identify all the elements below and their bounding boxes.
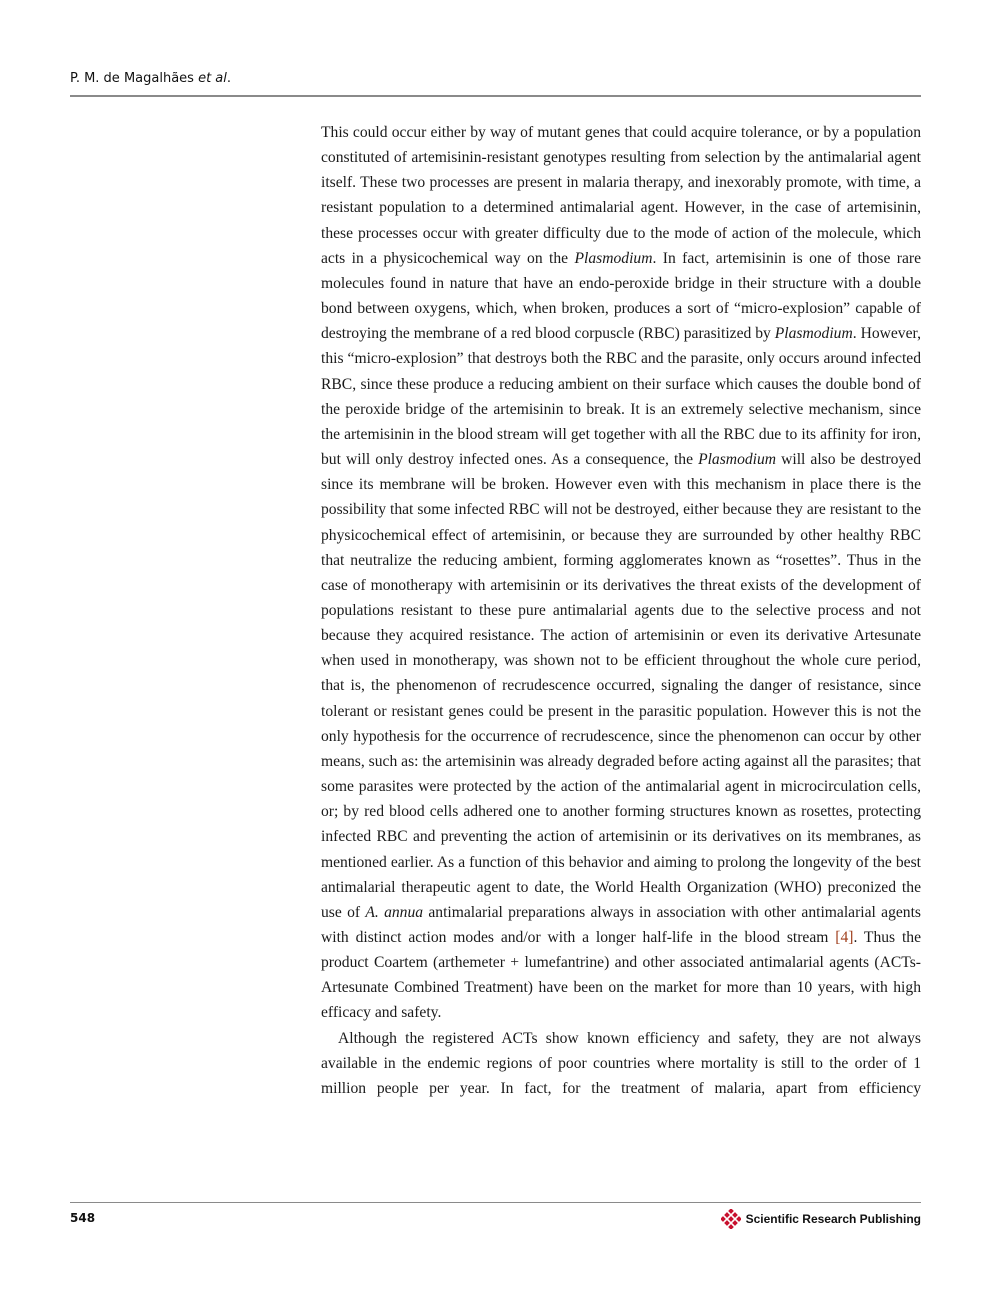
header-et-al: et al [198, 71, 227, 86]
header-period: . [226, 71, 232, 86]
footer-rule [70, 1202, 921, 1203]
publisher-name: Scientific Research Publishing [745, 1212, 921, 1226]
p1-italic-plasmodium-3: Plasmodium [698, 451, 777, 469]
p1-text-2: . In fact, artemisinin is one of those rare molecules found in nature that have an endo-peroxide bridge in their structure with a double bond between oxygens, which, when broken, produces a sort of “micro-explosion” capable of destroying the membrane of a red blood corpuscle (RBC) parasitized by [321, 249, 921, 343]
p1-italic-plasmodium-1: Plasmodium [574, 249, 653, 267]
page-number: 548 [70, 1211, 96, 1225]
publisher-logo [721, 1209, 921, 1229]
citation-link-4[interactable]: [4] [835, 929, 854, 946]
publisher-mark-icon [721, 1209, 741, 1229]
p1-text-5: antimalarial preparations always in association with other antimalarial agents with distinct action modes and/or with a longer half-life in the blood stream [321, 903, 921, 946]
paragraph-1 [321, 120, 921, 1026]
p1-text-6: . Thus the product Coartem (arthemeter + lumefantrine) and other associated antimalarial agents (ACTs-Artesunate Combined Treatment) have been on the market for more than 10 years, with high efficacy and safety. [321, 929, 922, 1022]
header-authors: P. M. de Magalhães [70, 71, 194, 86]
running-head [70, 71, 231, 86]
header-rule [70, 95, 921, 97]
p1-text-1: This could occur either by way of mutant genes that could acquire tolerance, or by a population constituted of artemisinin-resistant genotypes resulting from selection by the antimalarial agent itself. These two processes are present in malaria therapy, and inexorably promote, with time, a resistant population to a determined antimalarial agent. However, in the case of artemisinin, these processes occur with greater difficulty due to the mode of action of the molecule, which acts in a physicochemical way on the [321, 124, 921, 267]
article-body [321, 120, 921, 1101]
p1-italic-plasmodium-2: Plasmodium [774, 325, 853, 343]
p1-text-4: will also be destroyed since its membrane will be broken. However even with this mechanism in place there is the possibility that some infected RBC will not be destroyed, either because they are resistant to the physicochemical effect of artemisinin, or because they are surrounded by other healthy RBC that neutralize the reducing ambient, forming agglomerates known as “rosettes”. Thus in the case of monotherapy with artemisinin or its derivatives the threat exists of the development of populations resistant to these pure antimalarial agents due to the selective process and not because they acquired resistance. The action of artemisinin or even its derivative Artesunate when used in monotherapy, was shown not to be efficient throughout the whole cure period, that is, the phenomenon of recrudescence occurred, signaling the danger of resistance, since tolerant or resistant genes could be present in the parasitic population. However this is not the only hypothesis for the occurrence of recrudescence, since the phenomenon can occur by other means, such as: the artemisinin was already degraded before acting against all the parasites; that some parasites were protected by the action of the antimalarial agent in microcirculation cells, or; by red blood cells adhered one to another forming structures known as rosettes, protecting infected RBC and preventing the action of artemisinin or its derivatives on its membranes, as mentioned earlier. As a function of this behavior and aiming to prolong the longevity of the best antimalarial therapeutic agent to date, the World Health Organization (WHO) preconized the use of [321, 451, 921, 921]
p1-italic-a-annua: A. annua [365, 903, 424, 921]
p1-text-3: . However, this “micro-explosion” that destroys both the RBC and the parasite, only occurs around infected RBC, since these produce a reducing ambient on their surface which causes the double bond of the peroxide bridge of the artemisinin to break. It is an extremely selective mechanism, since the artemisinin in the blood stream will get together with all the RBC due to its affinity for iron, but will only destroy infected ones. As a consequence, the [321, 325, 921, 469]
paragraph-2 [321, 1026, 921, 1101]
p2-text: Although the registered ACTs show known efficiency and safety, they are not always available in the endemic regions of poor countries where mortality is still to the order of 1 million people per year. In fact, for the treatment of malaria, apart from efficiency [321, 1029, 921, 1097]
